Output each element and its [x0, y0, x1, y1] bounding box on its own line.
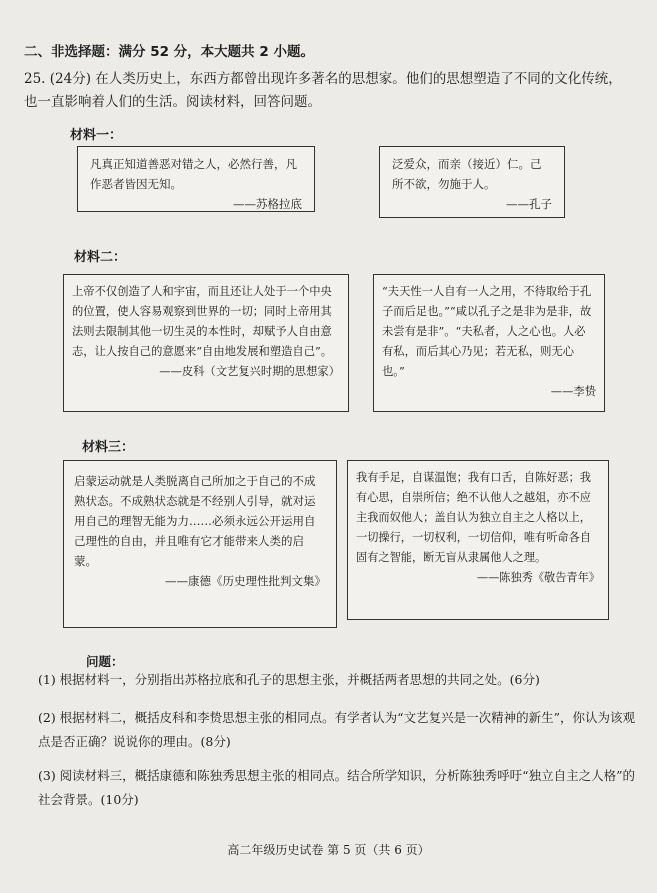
- material-1-socrates-text: 凡真正知道善恶对错之人，必然行善，凡作恶者皆因无知。: [90, 157, 297, 191]
- material-1-confucius-text: 泛爱众，而亲（接近）仁。己所不欲，勿施于人。: [392, 157, 542, 191]
- question-3: (3) 阅读材料三，概括康德和陈独秀思想主张的相同点。结合所学知识，分析陈独秀呼吁“独立自主之人格”的社会背景。(10分): [38, 768, 635, 807]
- material-3-chenduxiu-source: ——陈独秀《敬告青年》: [476, 571, 600, 584]
- material-2-pico-text: 上帝不仅创造了人和宇宙，而且还让人处于一个中央的位置，使人容易观察到世界的一切；同时上帝用其法则去限制其他一切生灵的本性时，却赋予人自由意志，让人按自己的意愿来“自由地发展和塑造自己”。: [72, 285, 333, 358]
- material-1-socrates-box: [77, 146, 315, 212]
- material-1-socrates-source: ——苏格拉底: [233, 197, 302, 211]
- material-3-label: 材料三：: [82, 440, 135, 455]
- material-2-pico-source: ——皮科（文艺复兴时期的思想家）: [159, 365, 340, 378]
- material-1-confucius-box: [379, 146, 565, 218]
- section-title: 二、非选择题：满分 52 分，本大题共 2 小题。: [24, 44, 314, 60]
- material-3-kant-box: [63, 460, 337, 628]
- material-2-pico-box: [63, 274, 349, 412]
- material-1-label: 材料一：: [70, 128, 123, 143]
- material-2-lizhi-box: [373, 274, 605, 412]
- question-1: (1) 根据材料一，分别指出苏格拉底和孔子的思想主张，并概括两者思想的共同之处。(6分): [38, 672, 540, 687]
- material-2-lizhi-source: ——李贽: [550, 385, 596, 398]
- material-3-kant-text: 启蒙运动就是人类脱离自己所加之于自己的不成熟状态。不成熟状态就是不经别人引导，就对运用自己的理智无能为力……必须永远公开运用自己理性的自由，并且唯有它才能带来人类的启蒙。: [74, 474, 316, 568]
- page-footer: 高二年级历史试卷 第 5 页（共 6 页）: [227, 843, 430, 857]
- material-3-chenduxiu-box: [347, 460, 609, 620]
- material-3-chenduxiu-text: 我有手足，自谋温饱；我有口舌，自陈好恶；我有心思，自崇所信；绝不认他人之越俎，亦不应主我而奴他人；盖自认为独立自主之人格以上，一切操行，一切权利，一切信仰，唯有听命各自固有之智能，断无盲从隶属他人之理。: [356, 471, 591, 564]
- question-2: (2) 根据材料二，概括皮科和李贽思想主张的相同点。有学者认为“文艺复兴是一次精神的新生”，你认为该观点是否正确？说说你的理由。(8分): [38, 710, 635, 749]
- material-2-lizhi-text: “夫天性一人自有一人之用，不待取给于孔子而后足也。”“咸以孔子之是非为是非，故未尝有是非”。“夫私者，人之心也。人必有私，而后其心乃见；若无私，则无心也。”: [382, 285, 592, 378]
- material-1-confucius-source: ——孔子: [506, 197, 552, 211]
- material-3-kant-source: ——康德《历史理性批判文集》: [165, 574, 326, 588]
- material-2-label: 材料二：: [74, 250, 127, 265]
- questions-heading: 问题：: [86, 654, 124, 669]
- question-intro: 25. (24分) 在人类历史上，东西方都曾出现许多著名的思想家。他们的思想塑造了不同的文化传统，也一直影响着人们的生活。阅读材料，回答问题。: [24, 71, 622, 110]
